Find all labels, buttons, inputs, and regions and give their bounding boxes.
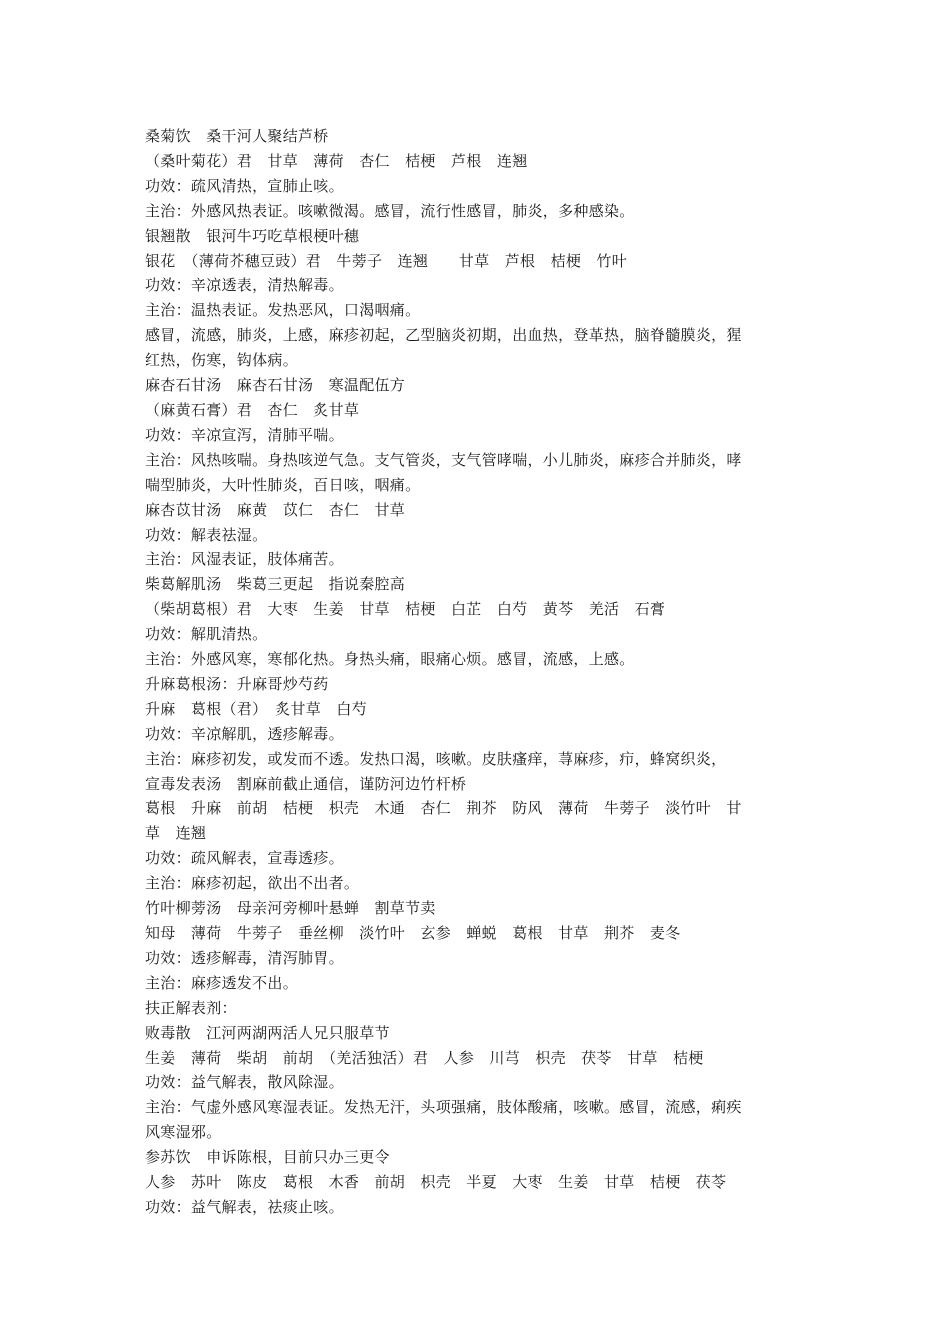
text-line: 风寒湿邪。	[145, 1123, 222, 1142]
text-line: 主治：温热表证。发热恶风，口渴咽痛。	[145, 301, 421, 320]
text-line: 功效：透疹解毒，清泻肺胃。	[145, 948, 344, 967]
text-line: 主治：麻疹透发不出。	[145, 973, 299, 992]
text-line: 主治：气虚外感风寒湿表证。发热无汗，头项强痛，肢体酸痛，咳嗽。感冒，流感，痢疾	[145, 1098, 742, 1117]
text-line: 银花 （薄荷芥穗豆豉）君 牛蒡子 连翘 甘草 芦根 桔梗 竹叶	[145, 251, 628, 270]
text-line: （柴胡葛根）君 大枣 生姜 甘草 桔梗 白芷 白芍 黄芩 羌活 石膏	[145, 600, 666, 619]
text-line: 生姜 薄荷 柴胡 前胡 （羌活独活）君 人参 川芎 枳壳 茯苓 甘草 桔梗	[145, 1048, 704, 1067]
text-line: 葛根 升麻 前胡 桔梗 枳壳 木通 杏仁 荆芥 防风 薄荷 牛蒡子 淡竹叶 甘	[145, 799, 742, 818]
text-line: 败毒散 江河两湖两活人兄只服草节	[145, 1023, 390, 1042]
text-line: 主治：麻疹初发，或发而不透。发热口渴，咳嗽。皮肤瘙痒，荨麻疹，疖，蜂窝织炎，	[145, 749, 727, 768]
text-line: 功效：辛凉解肌，透疹解毒。	[145, 724, 344, 743]
text-line: 功效：辛凉宣泻，清肺平喘。	[145, 425, 344, 444]
text-line: （麻黄石膏）君 杏仁 炙甘草	[145, 400, 360, 419]
text-line: 主治：风热咳喘。身热咳逆气急。支气管炎，支气管哮喘，小儿肺炎，麻疹合并肺炎，哮	[145, 450, 742, 469]
text-line: 红热，伤寒，钩体病。	[145, 351, 299, 370]
text-line: 知母 薄荷 牛蒡子 垂丝柳 淡竹叶 玄参 蝉蜕 葛根 甘草 荆芥 麦冬	[145, 924, 681, 942]
text-line: 主治：麻疹初起，欲出不出者。	[145, 874, 360, 893]
text-line: 功效：辛凉透表，清热解毒。	[145, 276, 344, 295]
text-line: 主治：风湿表证，肢体痛苦。	[145, 550, 344, 569]
text-line: 喘型肺炎，大叶性肺炎，百日咳，咽痛。	[145, 475, 421, 494]
text-line: 主治：外感风热表证。咳嗽微渴。感冒，流行性感冒，肺炎，多种感染。	[145, 201, 635, 220]
document-body	[145, 124, 817, 1220]
text-line: 草 连翘	[145, 824, 207, 843]
text-line: （桑叶菊花）君 甘草 薄荷 杏仁 桔梗 芦根 连翘	[145, 151, 528, 170]
text-line: 主治：外感风寒，寒郁化热。身热头痛，眼痛心烦。感冒，流感，上感。	[145, 650, 635, 669]
text-line: 感冒，流感，肺炎，上感，麻疹初起，乙型脑炎初期，出血热，登革热，脑脊髓膜炎，猩	[145, 326, 742, 345]
text-line: 升麻 葛根（君） 炙甘草 白芍	[145, 699, 368, 718]
text-line: 功效：解表祛湿。	[145, 525, 268, 544]
text-line: 扶正解表剂：	[145, 998, 237, 1017]
text-line: 功效：疏风解表，宣毒透疹。	[145, 849, 344, 868]
text-line: 人参 苏叶 陈皮 葛根 木香 前胡 枳壳 半夏 大枣 生姜 甘草 桔梗 茯苓	[145, 1173, 727, 1192]
text-line: 竹叶柳蒡汤 母亲河旁柳叶悬蝉 割草节卖	[145, 899, 436, 918]
text-line: 功效：解肌清热。	[145, 625, 268, 644]
text-line: 功效：疏风清热，宣肺止咳。	[145, 176, 344, 195]
text-line: 柴葛解肌汤 柴葛三更起 指说秦腔高	[145, 575, 406, 594]
text-line: 桑菊饮 桑干河人聚结芦桥	[145, 127, 329, 145]
text-line: 银翘散 银河牛巧吃草根梗叶穗	[145, 226, 360, 245]
text-line: 麻杏石甘汤 麻杏石甘汤 寒温配伍方	[145, 376, 406, 395]
text-line: 参苏饮 申诉陈根，目前只办三更令	[145, 1148, 390, 1167]
text-line: 升麻葛根汤：升麻哥炒芍药	[145, 674, 329, 693]
text-line: 功效：益气解表，散风除湿。	[145, 1073, 344, 1092]
text-line: 功效：益气解表，祛痰止咳。	[145, 1197, 344, 1216]
text-line: 麻杏苡甘汤 麻黄 苡仁 杏仁 甘草	[145, 500, 406, 519]
text-line: 宣毒发表汤 割麻前截止通信，谨防河边竹杆桥	[145, 774, 467, 793]
